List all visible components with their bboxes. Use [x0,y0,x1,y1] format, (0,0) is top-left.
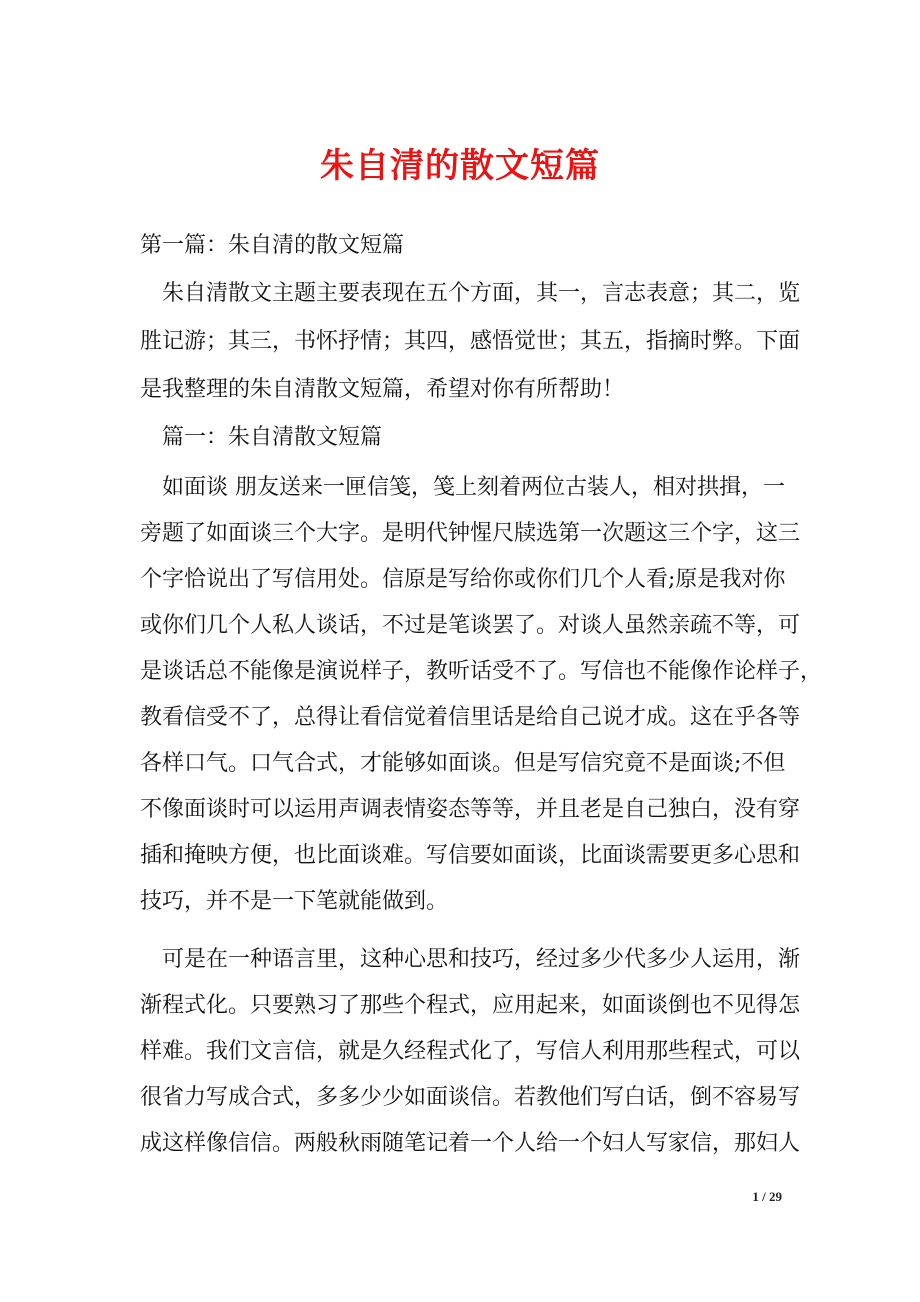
paragraph-line: 教看信受不了，总得让看信觉着信里话是给自己说才成。这在乎各等 [140,705,801,730]
paragraph-line: 样难。我们文言信，就是久经程式化了，写信人利用那些程式，可以 [140,1039,801,1064]
paragraph-line: 很省力写成合式，多多少少如面谈信。若教他们写白话，倒不容易写 [140,1085,801,1110]
page-number: 1 / 29 [752,1189,782,1204]
intro-line: 朱自清散文主题主要表现在五个方面，其一，言志表意；其二，览 [140,281,801,306]
document-title: 朱自清的散文短篇 [320,146,600,186]
paragraph-line: 可是在一种语言里，这种心思和技巧，经过多少代多少人运用，渐 [140,947,801,972]
intro-line: 胜记游；其三，书怀抒情；其四，感悟觉世；其五，指摘时弊。下面 [140,329,801,354]
paragraph-line: 个字恰说出了写信用处。信原是写给你或你们几个人看;原是我对你 [140,567,786,592]
paragraph-line: 或你们几个人私人谈话，不过是笔谈罢了。对谈人虽然亲疏不等，可 [140,613,801,638]
paragraph-line: 渐程式化。只要熟习了那些个程式，应用起来，如面谈倒也不见得怎 [140,993,801,1018]
section-heading: 第一篇：朱自清的散文短篇 [140,233,405,258]
sub-heading: 篇一：朱自清散文短篇 [140,425,383,450]
paragraph-line: 旁题了如面谈三个大字。是明代钟惺尺牍选第一次题这三个字，这三 [140,521,801,546]
paragraph-line: 插和掩映方便，也比面谈难。写信要如面谈，比面谈需要更多心思和 [140,843,801,868]
paragraph-line: 各样口气。口气合式，才能够如面谈。但是写信究竟不是面谈;不但 [140,751,786,776]
paragraph-line: 成这样像信信。两般秋雨随笔记着一个人给一个妇人写家信，那妇人 [140,1131,801,1156]
paragraph-line: 如面谈 朋友送来一匣信笺，笺上刻着两位古装人，相对拱揖，一 [140,475,785,500]
paragraph-line: 不像面谈时可以运用声调表情姿态等等，并且老是自己独白，没有穿 [140,797,801,822]
paragraph-line: 是谈话总不能像是演说样子，教听话受不了。写信也不能像作论样子， [140,659,823,684]
intro-line: 是我整理的朱自清散文短篇，希望对你有所帮助！ [140,377,625,402]
paragraph-line: 技巧，并不是一下笔就能做到。 [140,889,449,914]
